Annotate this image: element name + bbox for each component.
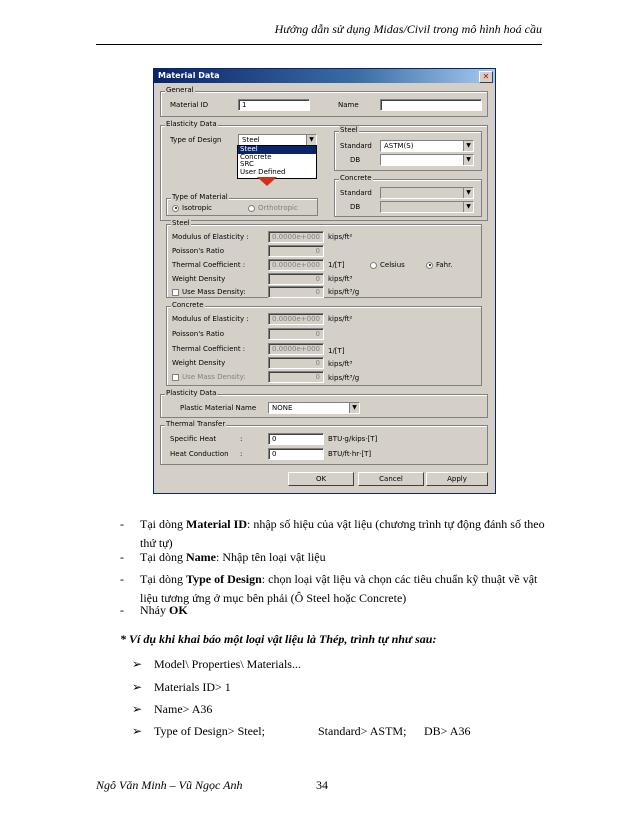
red-arrow-marker xyxy=(257,177,277,186)
radio-selected-icon xyxy=(172,205,179,212)
close-icon[interactable]: ✕ xyxy=(479,71,493,83)
page-number: 34 xyxy=(316,778,328,792)
chevron-down-icon: ▼ xyxy=(463,202,473,212)
heat-conduction-unit: BTU/ft·hr·[T] xyxy=(328,450,372,458)
name-input[interactable] xyxy=(380,99,482,111)
specific-heat-label: Specific Heat xyxy=(170,435,217,443)
concrete-thermal-input[interactable]: 0.0000e+000 xyxy=(268,343,324,355)
plastic-material-select[interactable]: NONE ▼ xyxy=(268,402,360,414)
concrete-poisson-input[interactable]: 0 xyxy=(268,328,324,340)
concrete-mass-input[interactable]: 0 xyxy=(268,371,324,383)
concrete-group-label: Concrete xyxy=(172,301,204,309)
steel-moe-unit: kips/ft² xyxy=(328,233,353,241)
concrete-poisson-label: Poisson's Ratio xyxy=(172,330,224,338)
radio-selected-icon xyxy=(426,262,433,269)
type-of-design-label: Type of Design xyxy=(170,136,222,144)
material-id-input[interactable]: 1 xyxy=(238,99,310,111)
concrete-weight-input[interactable]: 0 xyxy=(268,357,324,369)
steel-poisson-input[interactable]: 0 xyxy=(268,245,324,257)
type-of-design-dropdown xyxy=(237,145,317,179)
checkbox-icon xyxy=(172,374,179,381)
example-title: * Ví dụ khi khai báo một loại vật liệu là Thép, trình tự như sau: xyxy=(120,632,437,646)
concrete-db-label: DB xyxy=(350,203,361,211)
steel-thermal-unit: 1/[T] xyxy=(328,261,345,269)
concrete-moe-input[interactable]: 0.0000e+000 xyxy=(268,313,324,325)
plastic-material-label: Plastic Material Name xyxy=(180,404,257,412)
plasticity-group-label: Plasticity Data xyxy=(166,389,217,397)
steel-mass-unit: kips/ft³/g xyxy=(328,288,360,296)
option-concrete[interactable]: Concrete xyxy=(240,152,272,161)
specific-heat-unit: BTU·g/kips·[T] xyxy=(328,435,378,443)
concrete-weight-label: Weight Density xyxy=(172,359,226,367)
steel-moe-input[interactable]: 0.0000e+000 xyxy=(268,231,324,243)
chevron-down-icon: ▼ xyxy=(306,135,316,145)
example-step: ➢ Materials ID> 1 xyxy=(132,680,231,694)
concrete-moe-unit: kips/ft² xyxy=(328,315,353,323)
concrete-thermal-unit: 1/[T] xyxy=(328,347,345,355)
example-step: ➢ Name> A36 xyxy=(132,702,213,716)
option-user-defined[interactable]: User Defined xyxy=(240,167,286,176)
steel-weight-input[interactable]: 0 xyxy=(268,273,324,285)
steel-mass-input[interactable]: 0 xyxy=(268,286,324,298)
steel-mass-checkbox[interactable]: Use Mass Density: xyxy=(172,288,246,296)
chevron-down-icon: ▼ xyxy=(463,188,473,198)
concrete-moe-label: Modulus of Elasticity : xyxy=(172,315,249,323)
checkbox-icon xyxy=(172,289,179,296)
page-header: Hướng dẫn sử dụng Midas/Civil trong mô hình hoá cầu xyxy=(274,22,542,36)
concrete-mass-unit: kips/ft³/g xyxy=(328,374,360,382)
concrete-weight-unit: kips/ft³ xyxy=(328,360,353,368)
concrete-standard-label: Standard xyxy=(340,189,372,197)
arrow-bullet-icon: ➢ xyxy=(132,702,143,716)
chevron-down-icon: ▼ xyxy=(463,155,473,165)
concrete-thermal-label: Thermal Coefficient : xyxy=(172,345,246,353)
material-data-dialog xyxy=(153,68,496,494)
steel-weight-label: Weight Density xyxy=(172,275,226,283)
thermal-transfer-group xyxy=(160,420,488,465)
chevron-down-icon: ▼ xyxy=(349,403,359,413)
chevron-down-icon: ▼ xyxy=(463,141,473,151)
orthotropic-radio[interactable]: Orthotropic xyxy=(248,204,298,212)
type-of-material-label: Type of Material xyxy=(172,193,228,201)
steel-group-label: Steel xyxy=(172,219,190,227)
option-steel[interactable]: Steel xyxy=(238,146,316,154)
bullet-material-id: - Tại dòng Material ID: nhập số hiệu của vật liệu (chương trình tự động đánh số theo thứ tự) xyxy=(120,517,545,550)
arrow-bullet-icon: ➢ xyxy=(132,680,143,694)
heat-conduction-input[interactable]: 0 xyxy=(268,448,324,460)
specific-heat-input[interactable]: 0 xyxy=(268,433,324,445)
concrete-standard-select[interactable] xyxy=(380,187,474,199)
thermal-transfer-group-label: Thermal Transfer xyxy=(166,420,226,428)
concrete-db-select[interactable] xyxy=(380,201,474,213)
heat-conduction-label: Heat Conduction xyxy=(170,450,229,458)
steel-thermal-label: Thermal Coefficient : xyxy=(172,261,246,269)
steel-moe-label: Modulus of Elasticity : xyxy=(172,233,249,241)
footer-authors: Ngô Văn Minh – Vũ Ngọc Anh xyxy=(96,778,243,792)
concrete-mass-checkbox[interactable]: Use Mass Density: xyxy=(172,373,246,381)
steel-poisson-label: Poisson's Ratio xyxy=(172,247,224,255)
cancel-button[interactable]: Cancel xyxy=(358,472,424,486)
arrow-bullet-icon: ➢ xyxy=(132,724,143,738)
apply-button[interactable]: Apply xyxy=(426,472,488,486)
elasticity-group-label: Elasticity Data xyxy=(166,120,217,128)
ok-button[interactable]: OK xyxy=(288,472,354,486)
type-of-design-select[interactable]: Steel ▼ xyxy=(238,134,317,146)
isotropic-radio[interactable]: Isotropic xyxy=(172,204,212,212)
header-rule xyxy=(96,44,542,45)
example-step: ➢ Model\ Properties\ Materials... xyxy=(132,657,301,671)
radio-icon xyxy=(370,262,377,269)
example-step-last: ➢ Type of Design> Steel; Standard> ASTM; DB> A36 xyxy=(132,724,471,738)
material-id-label: Material ID xyxy=(170,101,209,109)
bullet-ok: - Nháy OK xyxy=(120,603,188,617)
celsius-radio[interactable]: Celsius xyxy=(370,261,405,269)
steel-db-label: DB xyxy=(350,156,361,164)
dialog-title: Material Data xyxy=(158,71,220,80)
bullet-name: - Tại dòng Name: Nhập tên loại vật liệu xyxy=(120,550,326,564)
steel-standard-label: Standard xyxy=(340,142,372,150)
steel-thermal-input[interactable]: 0.0000e+000 xyxy=(268,259,324,271)
dialog-titlebar xyxy=(154,69,495,83)
concrete-standard-group-label: Concrete xyxy=(340,174,372,182)
steel-standard-group-label: Steel xyxy=(340,126,358,134)
steel-db-select[interactable] xyxy=(380,154,474,166)
bullet-type-of-design: - Tại dòng Type of Design: chọn loại vật liệu và chọn các tiêu chuẩn kỹ thuật về vật liệu tương ứng ở mục bên phải (Ô Steel hoặc Concrete) xyxy=(120,572,538,605)
radio-icon xyxy=(248,205,255,212)
steel-standard-select[interactable]: ASTM(S) ▼ xyxy=(380,140,474,152)
general-group-label: General xyxy=(166,86,194,94)
specific-heat-colon: : xyxy=(240,435,243,443)
name-label: Name xyxy=(338,101,359,109)
arrow-bullet-icon: ➢ xyxy=(132,657,143,671)
fahr-radio[interactable]: Fahr. xyxy=(426,261,453,269)
option-src[interactable]: SRC xyxy=(240,160,254,168)
heat-conduction-colon: : xyxy=(240,450,243,458)
steel-weight-unit: kips/ft³ xyxy=(328,275,353,283)
